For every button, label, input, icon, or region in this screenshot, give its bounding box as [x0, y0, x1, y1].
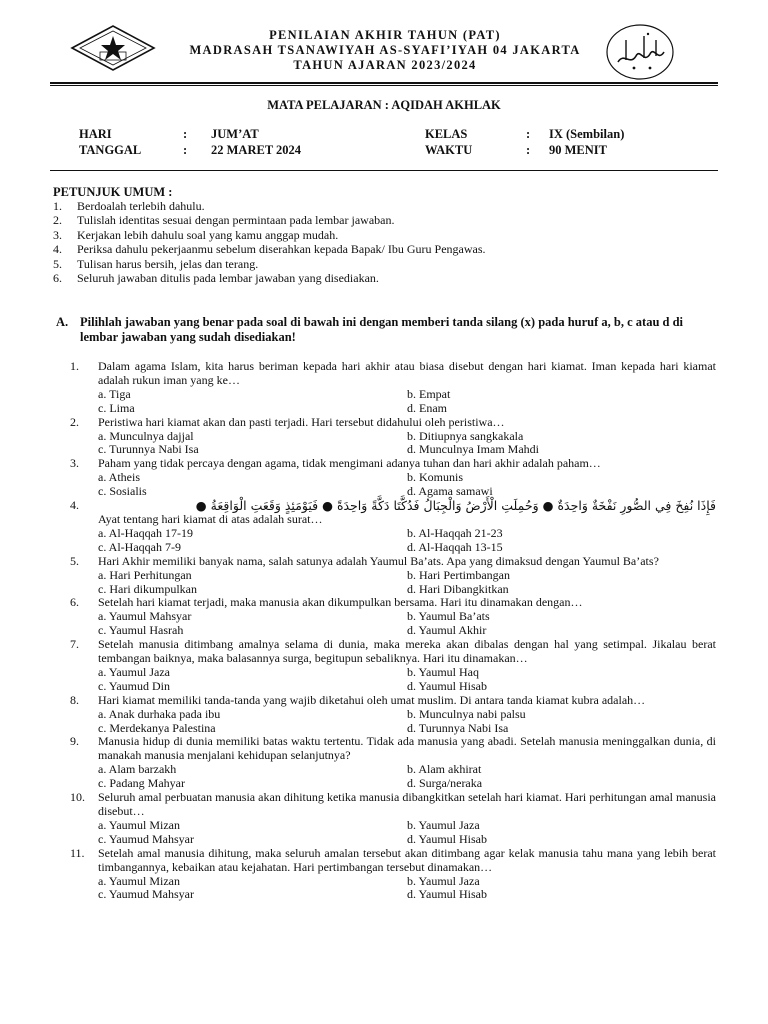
question-text: Ayat tentang hari kiamat di atas adalah surat… [98, 511, 323, 526]
option-b: b. Alam akhirat [407, 762, 482, 777]
question-number: 4. [70, 498, 79, 513]
question-item [70, 847, 716, 903]
instruction-item: 1. Berdoalah terlebih dahulu. [53, 199, 205, 213]
option-b: b. Hari Pertimbangan [407, 567, 510, 582]
answer-options [70, 708, 716, 736]
answer-options [70, 527, 716, 555]
question-number: 11. [70, 845, 85, 860]
option-c: c. Yaumul Hasrah [98, 623, 184, 638]
option-b: b. Munculnya nabi palsu [407, 706, 526, 721]
option-c: c. Lima [98, 400, 135, 415]
option-c: c. Yaumud Mahsyar [98, 887, 194, 902]
question-number: 9. [70, 734, 79, 749]
class-label: KELAS [425, 127, 468, 141]
question-item [70, 694, 716, 736]
question-text: Setelah amal manusia dihitung, maka seluruh amalan tersebut akan ditimbang agar kelak manusia tahu mana yang lebih berat timbangannya, kebaikan atau kejahatan. Hari pertimbangan tersebut dinamakan… [98, 845, 716, 874]
option-d: d. Enam [407, 400, 447, 415]
option-c: c. Padang Mahyar [98, 776, 185, 791]
answer-options [70, 388, 716, 416]
instruction-item: 3. Kerjakan lebih dahulu soal yang kamu anggap mudah. [53, 227, 339, 242]
option-b: b. Yaumul Jaza [407, 817, 480, 832]
question-item [70, 457, 716, 499]
option-b: b. Ditiupnya sangkakala [407, 428, 524, 443]
option-d: d. Yaumul Akhir [407, 623, 487, 638]
question-text: Peristiwa hari kiamat akan dan pasti terjadi. Hari tersebut didahului oleh peristiwa… [98, 414, 505, 429]
option-a: a. Atheis [98, 470, 140, 485]
option-b: b. Al-Haqqah 21-23 [407, 525, 503, 540]
option-c: c. Yaumud Mahsyar [98, 831, 194, 846]
madrasah-emblem-icon [70, 24, 156, 72]
option-a: a. Hari Perhitungan [98, 567, 192, 582]
section-instruction: Pilihlah jawaban yang benar pada soal di bawah ini dengan memberi tanda silang (x) pada huruf a, b, c atau d di lembar jawaban yang sudah disediakan! [80, 315, 684, 344]
answer-options [70, 875, 716, 903]
option-c: c. Al-Haqqah 7-9 [98, 539, 181, 554]
question-item [70, 499, 716, 555]
question-list [70, 360, 716, 902]
option-b: b. Yaumul Jaza [407, 873, 480, 888]
answer-options [70, 610, 716, 638]
question-number: 10. [70, 790, 85, 805]
answer-options [70, 819, 716, 847]
header-double-rule-thin [50, 85, 718, 86]
option-d: d. Turunnya Nabi Isa [407, 720, 509, 735]
option-d: d. Surga/neraka [407, 776, 483, 791]
question-item [70, 638, 716, 694]
option-c: c. Sosialis [98, 484, 147, 499]
instruction-item: 4. Periksa dahulu pekerjaanmu sebelum diserahkan kepada Bapak/ Ibu Guru Pengawas. [53, 242, 486, 257]
option-b: b. Empat [407, 386, 451, 401]
section-letter: A. [56, 315, 69, 329]
date-label: TANGGAL [79, 143, 142, 157]
question-number: 6. [70, 595, 79, 610]
academic-year: TAHUN AJARAN 2023/2024 [293, 58, 477, 72]
option-a: a. Yaumul Mahsyar [98, 609, 192, 624]
answer-options [70, 569, 716, 597]
question-item [70, 791, 716, 847]
answer-options [70, 430, 716, 458]
instructions-title: PETUNJUK UMUM : [53, 185, 173, 199]
option-d: d. Yaumul Hisab [407, 678, 488, 693]
question-number: 3. [70, 456, 79, 471]
question-text: Setelah hari kiamat terjadi, maka manusia akan dikumpulkan bersama. Hari itu dinamakan dengan… [98, 595, 583, 610]
option-a: a. Tiga [98, 386, 131, 401]
option-c: c. Turunnya Nabi Isa [98, 442, 199, 457]
instruction-item: 2. Tulislah identitas sesuai dengan permintaan pada lembar jawaban. [53, 213, 395, 228]
question-item [70, 360, 716, 416]
school-name: MADRASAH TSANAWIYAH AS-SYAFI’IYAH 04 JAKARTA [189, 43, 581, 57]
question-text: Seluruh amal perbuatan manusia akan dihitung ketika manusia dibangkitkan setelah hari kiamat. Hari perhitungan amal manusia disebut… [98, 790, 716, 818]
question-item [70, 596, 716, 638]
exam-header [150, 28, 620, 73]
option-d: d. Munculnya Imam Mahdi [407, 442, 539, 457]
time-value: 90 MENIT [549, 143, 607, 157]
option-b: b. Komunis [407, 470, 464, 485]
question-text: Paham yang tidak percaya dengan agama, tidak mengimani adanya tuhan dan hari akhir adalah paham… [98, 456, 601, 471]
class-value: IX (Sembilan) [549, 127, 625, 141]
header-double-rule [50, 82, 718, 84]
option-c: c. Hari dikumpulkan [98, 581, 197, 596]
option-a: a. Alam barzakh [98, 762, 177, 777]
question-number: 5. [70, 553, 79, 568]
option-c: c. Yaumud Din [98, 678, 171, 693]
subject-title: MATA PELAJARAN : AQIDAH AKHLAK [267, 98, 501, 112]
instruction-item: 6. Seluruh jawaban ditulis pada lembar jawaban yang disediakan. [53, 271, 379, 286]
day-sep: : [183, 127, 188, 141]
quran-verse: فَإِذَا نُفِخَ فِي الصُّورِ نَفْخَةٌ وَاحِدَةٌ ● وَحُمِلَتِ الْأَرْضُ وَالْجِبَالُ فَدُكَّتَا دَكَّةً وَاحِدَةً ● فَيَوْمَئِذٍ وَقَعَتِ الْوَاقِعَةُ ● [195, 498, 716, 514]
option-a: a. Anak durhaka pada ibu [98, 706, 221, 721]
option-b: b. Yaumul Ba’ats [407, 609, 490, 624]
question-text: Setelah manusia ditimbang amalnya selama di dunia, maka mereka akan dibalas dengan hal yang setimpal. Jikalau berat tembangan baiknya, maka balasannya surga, begitupun sebaliknya. Hari itu dinamakan… [98, 637, 716, 666]
exam-title: PENILAIAN AKHIR TAHUN (PAT) [269, 28, 501, 42]
question-text: Dalam agama Islam, kita harus beriman kepada hari akhir atau biasa disebut dengan hari kiamat. Iman kepada hari kiamat adalah rukun iman yang ke… [98, 359, 716, 387]
option-a: a. Yaumul Jaza [98, 664, 170, 679]
answer-options [70, 763, 716, 791]
option-d: d. Yaumul Hisab [407, 831, 488, 846]
question-text: Hari kiamat memiliki tanda-tanda yang wajib diketahui oleh umat muslim. Di antara tanda kiamat kubra adalah… [98, 692, 646, 707]
question-number: 7. [70, 637, 79, 652]
option-d: d. Yaumul Hisab [407, 887, 488, 902]
question-number: 8. [70, 692, 79, 707]
option-d: d. Hari Dibangkitkan [407, 581, 509, 596]
option-a: a. Al-Haqqah 17-19 [98, 525, 193, 540]
date-sep: : [183, 143, 188, 157]
info-rule [50, 170, 718, 171]
day-value: JUM’AT [211, 127, 259, 141]
question-item [70, 416, 716, 458]
question-number: 2. [70, 414, 79, 429]
option-a: a. Munculnya dajjal [98, 428, 194, 443]
calligraphy-logo-icon [604, 22, 676, 82]
option-d: d. Agama samawi [407, 484, 493, 499]
time-sep: : [526, 143, 531, 157]
question-text: Hari Akhir memiliki banyak nama, salah satunya adalah Yaumul Ba’ats. Apa yang dimaksud dengan Yaumul Ba’ats? [98, 553, 659, 568]
time-label: WAKTU [425, 143, 473, 157]
option-b: b. Yaumul Haq [407, 664, 480, 679]
instructions-list [53, 199, 486, 285]
question-item [70, 735, 716, 791]
day-label: HARI [79, 127, 112, 141]
instruction-item: 5. Tulisan harus bersih, jelas dan terang. [53, 256, 259, 271]
option-a: a. Yaumul Mizan [98, 817, 180, 832]
question-item [70, 555, 716, 597]
answer-options [70, 471, 716, 499]
section-a-heading [56, 315, 718, 345]
date-value: 22 MARET 2024 [211, 143, 302, 157]
option-d: d. Al-Haqqah 13-15 [407, 539, 503, 554]
question-text: Manusia hidup di dunia memiliki batas waktu tertentu. Tidak ada manusia yang abadi. Setelah manusia meninggalkan dunia, di manakah manusia menjalani kehidupan selanjutnya? [98, 734, 716, 763]
question-number: 1. [70, 359, 79, 373]
answer-options [70, 666, 716, 694]
option-c: c. Merdekanya Palestina [98, 720, 216, 735]
option-a: a. Yaumul Mizan [98, 873, 180, 888]
class-sep: : [526, 127, 531, 141]
